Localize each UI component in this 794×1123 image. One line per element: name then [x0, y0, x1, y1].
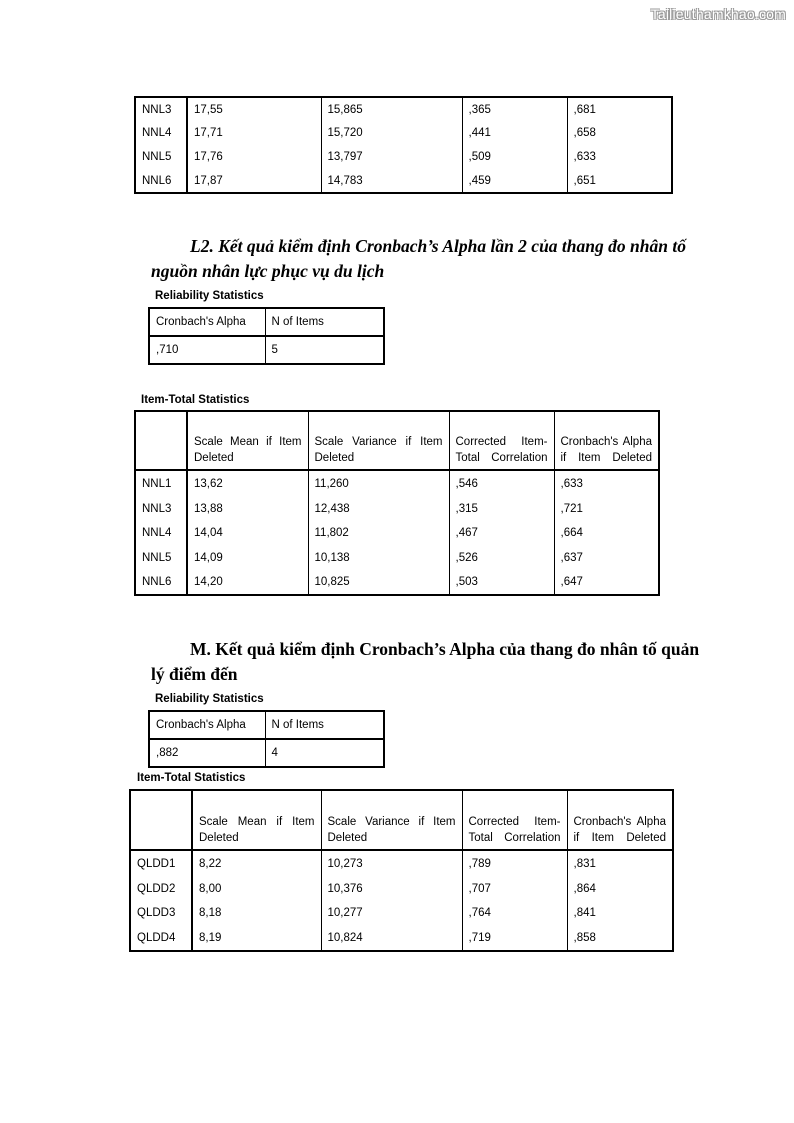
alpha-cell: ,721 [554, 497, 659, 521]
cronbach-alpha-value: ,710 [149, 336, 265, 364]
cronbach-alpha-header: Cronbach's Alpha [149, 308, 265, 336]
variance-cell: 12,438 [308, 497, 449, 521]
mean-cell: 8,19 [192, 925, 321, 951]
item-cell: NNL5 [135, 545, 187, 570]
reliability-statistics-table [148, 710, 385, 768]
reliability-statistics-caption: Reliability Statistics [155, 290, 264, 302]
item-cell: QLDD3 [130, 901, 192, 925]
table-header-row [149, 711, 384, 739]
item-total-statistics-table [134, 410, 660, 596]
reliability-statistics-caption: Reliability Statistics [155, 693, 264, 705]
alpha-if-deleted-header: Cronbach's Alpha if Item Deleted [567, 790, 673, 850]
item-cell: NNL6 [135, 570, 187, 595]
item-cell: QLDD2 [130, 877, 192, 901]
alpha-cell: ,647 [554, 570, 659, 595]
table-row [135, 169, 672, 193]
correlation-cell: ,441 [462, 121, 567, 145]
variance-cell: 15,720 [321, 121, 462, 145]
correlation-cell: ,315 [449, 497, 554, 521]
correlation-cell: ,719 [462, 925, 567, 951]
variance-cell: 10,273 [321, 850, 462, 877]
item-cell: NNL3 [135, 97, 187, 121]
watermark: Tailieuthamkhao.com [650, 6, 786, 22]
mean-cell: 13,62 [187, 470, 308, 497]
item-header [130, 790, 192, 850]
alpha-cell: ,633 [567, 145, 672, 169]
correlation-cell: ,503 [449, 570, 554, 595]
mean-cell: 17,76 [187, 145, 321, 169]
table-header-row [135, 411, 659, 470]
section-m-heading-line2: lý điểm đến [151, 664, 238, 684]
alpha-cell: ,658 [567, 121, 672, 145]
alpha-cell: ,681 [567, 97, 672, 121]
variance-cell: 10,277 [321, 901, 462, 925]
alpha-cell: ,831 [567, 850, 673, 877]
table-header-row [149, 308, 384, 336]
item-cell: NNL6 [135, 169, 187, 193]
mean-cell: 17,87 [187, 169, 321, 193]
section-m-heading-line1: M. Kết quả kiểm định Cronbach’s Alpha của thang đo nhân tố quản [190, 639, 700, 659]
variance-cell: 14,783 [321, 169, 462, 193]
scale-mean-header: Scale Mean if Item Deleted [192, 790, 321, 850]
table-row [130, 925, 673, 951]
correlation-cell: ,509 [462, 145, 567, 169]
item-total-statistics-caption: Item-Total Statistics [141, 394, 250, 406]
mean-cell: 8,00 [192, 877, 321, 901]
table-row [135, 145, 672, 169]
item-cell: QLDD1 [130, 850, 192, 877]
table-row [135, 521, 659, 545]
correlation-cell: ,789 [462, 850, 567, 877]
mean-cell: 14,20 [187, 570, 308, 595]
scale-mean-header: Scale Mean if Item Deleted [187, 411, 308, 470]
item-cell: NNL1 [135, 470, 187, 497]
correlation-cell: ,459 [462, 169, 567, 193]
mean-cell: 8,18 [192, 901, 321, 925]
mean-cell: 8,22 [192, 850, 321, 877]
correlation-cell: ,546 [449, 470, 554, 497]
item-cell: NNL3 [135, 497, 187, 521]
item-total-statistics-table [129, 789, 674, 952]
alpha-cell: ,651 [567, 169, 672, 193]
variance-cell: 11,260 [308, 470, 449, 497]
alpha-if-deleted-header: Cronbach's Alpha if Item Deleted [554, 411, 659, 470]
correlation-cell: ,467 [449, 521, 554, 545]
item-cell: NNL5 [135, 145, 187, 169]
variance-cell: 10,825 [308, 570, 449, 595]
table-row [135, 545, 659, 570]
table-row [135, 497, 659, 521]
table-row [149, 336, 384, 364]
alpha-cell: ,864 [567, 877, 673, 901]
correlation-cell: ,526 [449, 545, 554, 570]
table-header-row [130, 790, 673, 850]
cronbach-alpha-value: ,882 [149, 739, 265, 767]
item-cell: QLDD4 [130, 925, 192, 951]
cronbach-alpha-header: Cronbach's Alpha [149, 711, 265, 739]
correlation-cell: ,764 [462, 901, 567, 925]
correlation-cell: ,707 [462, 877, 567, 901]
corrected-correlation-header: Corrected Item-Total Correlation [462, 790, 567, 850]
table-row [149, 739, 384, 767]
variance-cell: 13,797 [321, 145, 462, 169]
mean-cell: 14,04 [187, 521, 308, 545]
variance-cell: 10,376 [321, 877, 462, 901]
scale-variance-header: Scale Variance if Item Deleted [321, 790, 462, 850]
alpha-cell: ,841 [567, 901, 673, 925]
table-row [135, 470, 659, 497]
table-row [130, 877, 673, 901]
section-l2-heading-line1: L2. Kết quả kiểm định Cronbach’s Alpha lần 2 của thang đo nhân tố [190, 236, 686, 256]
section-l2-heading-line2: nguồn nhân lực phục vụ du lịch [151, 261, 385, 281]
alpha-cell: ,637 [554, 545, 659, 570]
table-row [135, 97, 672, 121]
n-items-header: N of Items [265, 711, 384, 739]
variance-cell: 15,865 [321, 97, 462, 121]
item-cell: NNL4 [135, 121, 187, 145]
mean-cell: 17,71 [187, 121, 321, 145]
n-items-value: 4 [265, 739, 384, 767]
alpha-cell: ,633 [554, 470, 659, 497]
item-header [135, 411, 187, 470]
alpha-cell: ,664 [554, 521, 659, 545]
correlation-cell: ,365 [462, 97, 567, 121]
n-items-header: N of Items [265, 308, 384, 336]
mean-cell: 14,09 [187, 545, 308, 570]
table-body [135, 97, 672, 193]
table-row [135, 570, 659, 595]
corrected-correlation-header: Corrected Item-Total Correlation [449, 411, 554, 470]
variance-cell: 10,824 [321, 925, 462, 951]
mean-cell: 13,88 [187, 497, 308, 521]
table-row [130, 901, 673, 925]
item-total-table-continued [134, 96, 673, 194]
item-cell: NNL4 [135, 521, 187, 545]
scale-variance-header: Scale Variance if Item Deleted [308, 411, 449, 470]
reliability-statistics-table [148, 307, 385, 365]
table-row [130, 850, 673, 877]
table-row [135, 121, 672, 145]
item-total-statistics-caption: Item-Total Statistics [137, 772, 246, 784]
variance-cell: 10,138 [308, 545, 449, 570]
alpha-cell: ,858 [567, 925, 673, 951]
n-items-value: 5 [265, 336, 384, 364]
variance-cell: 11,802 [308, 521, 449, 545]
mean-cell: 17,55 [187, 97, 321, 121]
